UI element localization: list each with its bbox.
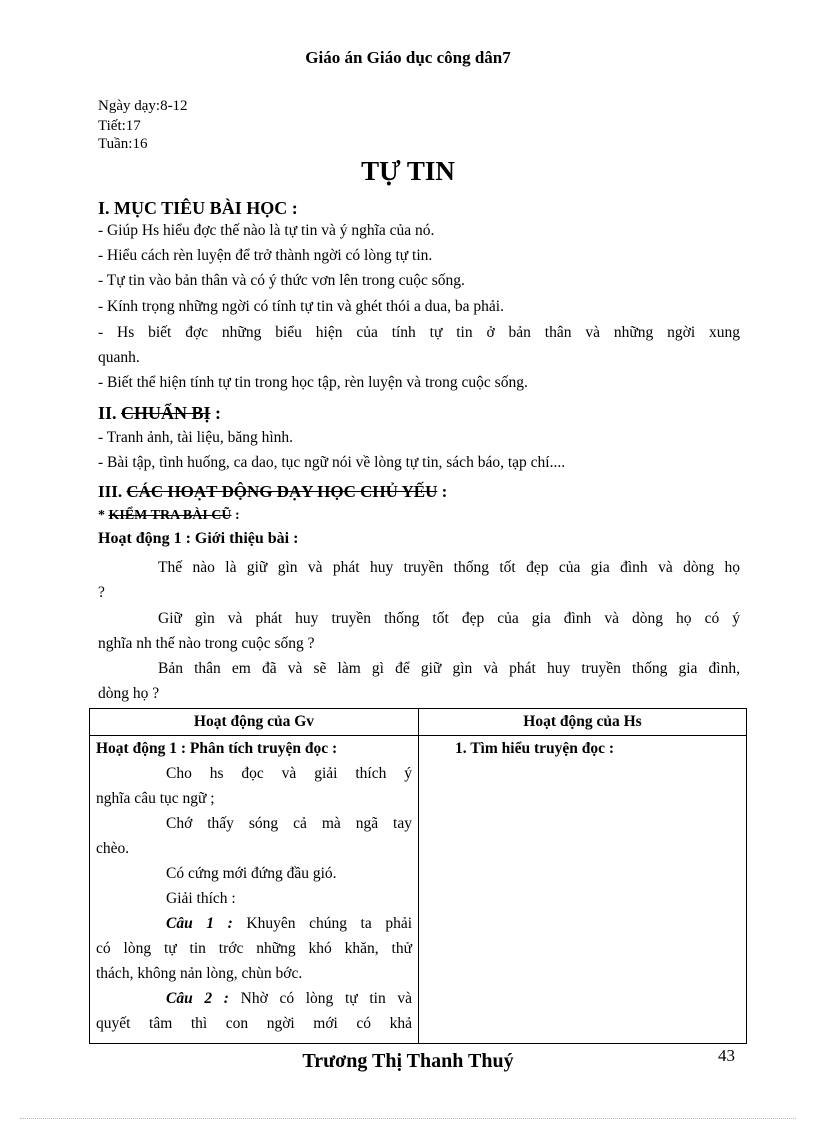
objective-line: quanh.	[98, 349, 140, 366]
cell-line: Có cứng mới đứng đầu gió.	[166, 865, 337, 882]
check-prefix: *	[98, 508, 109, 523]
document-header: Giáo án Giáo dục công dân7	[305, 48, 511, 67]
cell-line	[96, 911, 412, 936]
objective-line: - Kính trọng những ngời có tính tự tin và ghét thói a dua, ba phải.	[98, 298, 504, 315]
week-number: Tuần:16	[98, 136, 148, 152]
question-line: dòng họ ?	[98, 685, 160, 702]
preparation-line: - Bài tập, tình huống, ca dao, tục ngữ nói về lòng tự tin, sách báo, tạp chí....	[98, 454, 566, 471]
teaching-date: Ngày dạy:8-12	[98, 98, 188, 114]
section-prefix: II.	[98, 403, 117, 423]
cau2-label: Câu 2 :	[166, 990, 229, 1007]
check-title: KIỂM TRA BÀI CŨ	[108, 508, 232, 523]
activity1-heading: Hoạt động 1 : Giới thiệu bài :	[98, 530, 299, 547]
section-objectives-heading: I. MỤC TIÊU BÀI HỌC :	[98, 198, 298, 218]
period-number: Tiết:17	[98, 118, 141, 134]
teacher-activity-heading: Hoạt động 1 : Phân tích truyện đọc :	[96, 740, 338, 757]
section-title: CÁC HOẠT ĐỘNG DẠY HỌC CHỦ YẾU	[126, 482, 438, 501]
author-name: Trương Thị Thanh Thuý	[302, 1050, 514, 1072]
question-line: Bản thân em đã và sẽ làm gì để giữ gìn và phát huy truyền thống gia đình,	[158, 660, 740, 677]
cell-line: nghĩa câu tục ngữ ;	[96, 790, 215, 807]
page-bottom-divider	[20, 1118, 796, 1119]
check-old-lesson-heading	[98, 508, 240, 524]
cell-line: Cho hs đọc và giải thích ý	[166, 765, 412, 782]
section-suffix: :	[437, 482, 448, 501]
activities-table	[89, 708, 747, 1044]
cell-line	[96, 986, 412, 1011]
objective-line: - Biết thể hiện tính tự tin trong học tập, rèn luyện và trong cuộc sống.	[98, 374, 528, 391]
cau1-label: Câu 1 :	[166, 915, 233, 932]
objective-line: - Hs biết đợc những biểu hiện của tính tự tin ở bản thân và những ngời xung	[98, 324, 740, 341]
student-activity-cell	[419, 736, 747, 1044]
cau1-text: Khuyên chúng ta phải	[232, 915, 413, 932]
section-preparation-heading	[98, 403, 221, 424]
page-number: 43	[718, 1046, 735, 1065]
question-line: ?	[98, 584, 105, 601]
question-line: Thế nào là giữ gìn và phát huy truyền thống tốt đẹp của gia đình và dòng họ	[158, 559, 740, 576]
cell-line: chèo.	[96, 840, 130, 857]
lesson-title: TỰ TIN	[361, 156, 455, 186]
question-line: nghĩa nh thế nào trong cuộc sống ?	[98, 635, 315, 652]
student-activity-heading: 1. Tìm hiểu truyện đọc :	[455, 740, 615, 757]
column-header-teacher: Hoạt động của Gv	[90, 709, 419, 736]
column-header-student: Hoạt động của Hs	[419, 709, 747, 736]
cell-line: Giải thích :	[166, 890, 236, 907]
preparation-line: - Tranh ảnh, tài liệu, băng hình.	[98, 429, 294, 446]
cell-line: thách, không nản lòng, chùn bớc.	[96, 965, 303, 982]
check-suffix: :	[231, 508, 240, 523]
cell-line: có lòng tự tin trớc những khó khăn, thử	[96, 940, 412, 957]
teacher-activity-cell	[90, 736, 419, 1044]
section-prefix: III.	[98, 482, 123, 501]
cau2-text: Nhờ có lòng tự tin và	[228, 990, 413, 1007]
section-suffix: :	[210, 403, 222, 423]
cell-line: quyết tâm thì con ngời mới có khả	[96, 1015, 412, 1032]
cell-line: Chớ thấy sóng cả mà ngã tay	[166, 815, 412, 832]
section-activities-heading	[98, 482, 447, 502]
objective-line: - Tự tin vào bản thân và có ý thức vơn lên trong cuộc sống.	[98, 272, 465, 289]
objective-line: - Giúp Hs hiểu đợc thế nào là tự tin và ý nghĩa của nó.	[98, 222, 435, 239]
section-title: CHUẨN BỊ	[121, 403, 211, 423]
question-line: Giữ gìn và phát huy truyền thống tốt đẹp của gia đình và dòng họ có ý	[158, 610, 740, 627]
objective-line: - Hiểu cách rèn luyện để trở thành ngời có lòng tự tin.	[98, 247, 433, 264]
